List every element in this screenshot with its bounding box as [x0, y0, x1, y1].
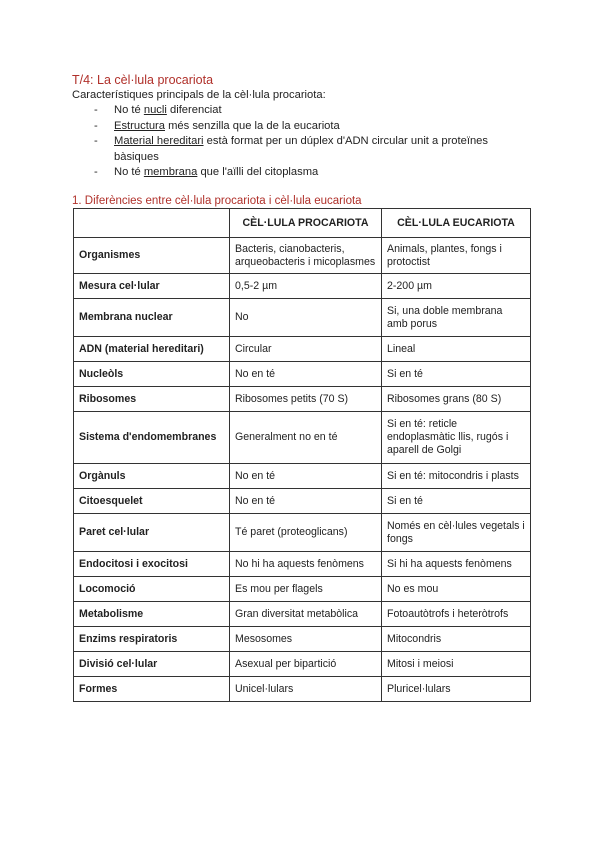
row-label: Citoesquelet: [74, 489, 230, 514]
list-item-text: que l'aïlli del citoplasma: [197, 166, 319, 178]
prokaryote-cell: No en té: [230, 362, 382, 387]
eukaryote-cell: Només en cèl·lules vegetals i fongs: [382, 514, 531, 552]
section-title: 1. Diferències entre cèl·lula procariota i cèl·lula eucariota: [72, 194, 362, 207]
prokaryote-cell: No hi ha aquests fenòmens: [230, 552, 382, 577]
page-title: T/4: La cèl·lula procariota: [72, 73, 214, 87]
table-row: [74, 299, 531, 337]
list-item-underlined: Material hereditari: [114, 135, 204, 147]
row-label: Ribosomes: [74, 387, 230, 412]
row-label: ADN (material hereditari): [74, 337, 230, 362]
prokaryote-cell: Bacteris, cianobacteris, arqueobacteris i micoplasmes: [230, 238, 382, 274]
row-label: Sistema d'endomembranes: [74, 412, 230, 464]
prokaryote-cell: Generalment no en té: [230, 412, 382, 464]
table-row: [74, 514, 531, 552]
table-row: [74, 552, 531, 577]
comparison-table: [73, 208, 531, 702]
table-row: [74, 362, 531, 387]
eukaryote-cell: Si en té: [382, 489, 531, 514]
row-label: Membrana nuclear: [74, 299, 230, 337]
table-row: [74, 577, 531, 602]
prokaryote-cell: No en té: [230, 489, 382, 514]
table-row: [74, 238, 531, 274]
list-item: [94, 134, 532, 165]
prokaryote-cell: No en té: [230, 464, 382, 489]
eukaryote-cell: Si hi ha aquests fenòmens: [382, 552, 531, 577]
prokaryote-cell: Mesosomes: [230, 627, 382, 652]
list-item-text: més senzilla que la de la eucariota: [164, 119, 340, 132]
row-label: Divisió cel·lular: [74, 652, 230, 677]
table-row: [74, 602, 531, 627]
row-label: Orgànuls: [74, 464, 230, 489]
table-header-empty: [74, 209, 230, 238]
list-item-text: està format per un dúplex d'ADN circular unit a proteïnes bàsiques: [114, 135, 488, 163]
row-label: Nucleòls: [74, 362, 230, 387]
prokaryote-cell: Ribosomes petits (70 S): [230, 387, 382, 412]
row-label: Paret cel·lular: [74, 514, 230, 552]
prokaryote-cell: Gran diversitat metabòlica: [230, 602, 382, 627]
row-label: Metabolisme: [74, 602, 230, 627]
eukaryote-cell: Fotoautòtrofs i heteròtrofs: [382, 602, 531, 627]
table-row: [74, 387, 531, 412]
document-page: [72, 72, 532, 209]
table-row: [74, 677, 531, 702]
row-label: Enzims respiratoris: [74, 627, 230, 652]
list-item-underlined: membrana: [143, 166, 198, 178]
prokaryote-cell: Es mou per flagels: [230, 577, 382, 602]
row-label: Endocitosi i exocitosi: [74, 552, 230, 577]
prokaryote-cell: Asexual per bipartició: [230, 652, 382, 677]
list-item-text: diferenciat: [166, 104, 222, 116]
prokaryote-cell: No: [230, 299, 382, 337]
table-row: [74, 274, 531, 299]
table-row: [74, 489, 531, 514]
row-label: Locomoció: [74, 577, 230, 602]
prokaryote-cell: Té paret (proteoglicans): [230, 514, 382, 552]
eukaryote-cell: Ribosomes grans (80 S): [382, 387, 531, 412]
prokaryote-cell: Circular: [230, 337, 382, 362]
row-label: Mesura cel·lular: [74, 274, 230, 299]
row-label: Formes: [74, 677, 230, 702]
list-item: [94, 165, 532, 181]
characteristics-list: [72, 103, 532, 181]
eukaryote-cell: 2-200 µm: [382, 274, 531, 299]
eukaryote-cell: Pluricel·lulars: [382, 677, 531, 702]
eukaryote-cell: Si en té: mitocondris i plasts: [382, 464, 531, 489]
eukaryote-cell: Si, una doble membrana amb porus: [382, 299, 531, 337]
eukaryote-cell: No es mou: [382, 577, 531, 602]
list-item: [94, 103, 532, 119]
intro-text: Característiques principals de la cèl·lula procariota:: [72, 89, 326, 101]
table-row: [74, 627, 531, 652]
prokaryote-cell: Unicel·lulars: [230, 677, 382, 702]
list-item-underlined: Estructura: [114, 119, 165, 132]
list-item-underlined: nucli: [143, 104, 167, 116]
list-item-text: No té: [114, 104, 144, 116]
eukaryote-cell: Mitosi i meiosi: [382, 652, 531, 677]
table-row: [74, 412, 531, 464]
table-header-row: [74, 209, 531, 238]
table-row: [74, 464, 531, 489]
eukaryote-cell: Si en té: [382, 362, 531, 387]
prokaryote-cell: 0,5-2 µm: [230, 274, 382, 299]
table-header-eukaryote: CÈL·LULA EUCARIOTA: [382, 209, 531, 238]
row-label: Organismes: [74, 238, 230, 274]
eukaryote-cell: Animals, plantes, fongs i protoctist: [382, 238, 531, 274]
table-header-prokaryote: CÈL·LULA PROCARIOTA: [230, 209, 382, 238]
eukaryote-cell: Lineal: [382, 337, 531, 362]
list-item: [94, 119, 532, 135]
table-row: [74, 652, 531, 677]
list-item-text: No té: [114, 166, 144, 178]
table-row: [74, 337, 531, 362]
eukaryote-cell: Mitocondris: [382, 627, 531, 652]
eukaryote-cell: Si en té: reticle endoplasmàtic llis, rugós i aparell de Golgi: [382, 412, 531, 464]
